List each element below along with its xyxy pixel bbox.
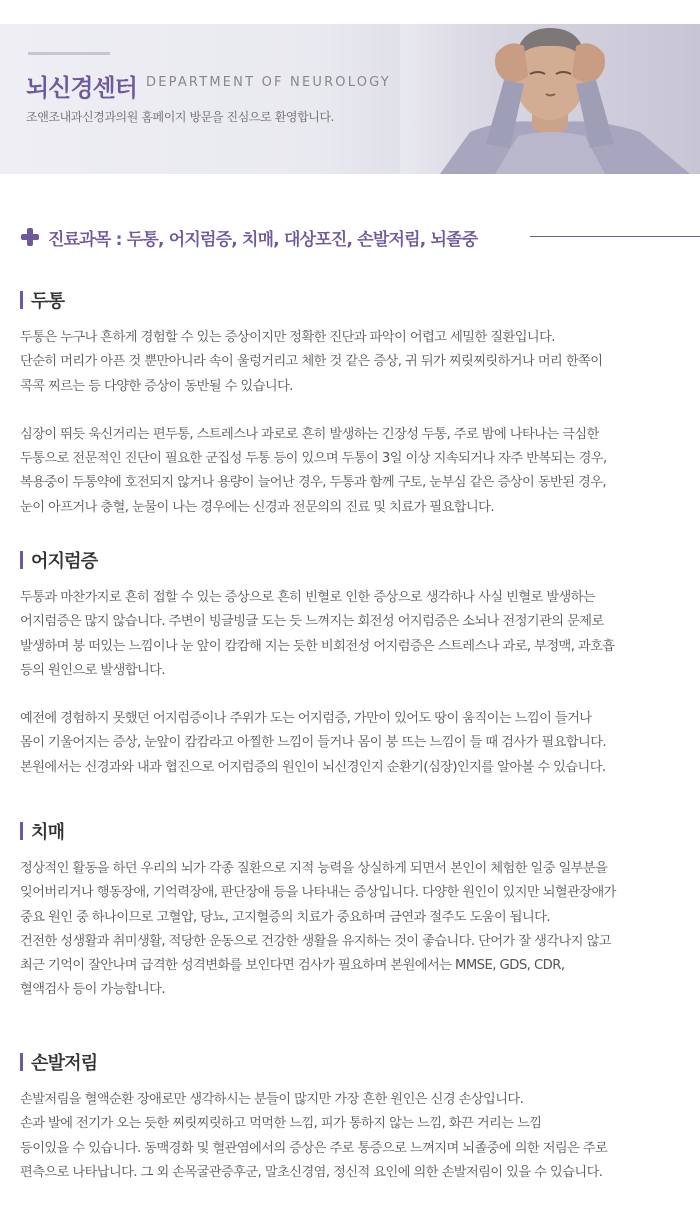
- section-title-bar: [20, 822, 23, 840]
- paragraph-line: 심장이 뛰듯 욱신거리는 편두통, 스트레스나 과로로 흔히 발생하는 긴장성 두통, 주로 밤에 나타나는 극심한: [20, 426, 599, 442]
- paragraph-line: 건전한 성생활과 취미생활, 적당한 운동으로 건강한 생활을 유지하는 것이 좋습니다. 단어가 잘 생각나지 않고: [20, 933, 611, 949]
- paragraph-line: 두통과 마찬가지로 흔히 접할 수 있는 증상으로 흔히 빈혈로 인한 증상으로 생각하나 사실 빈혈로 발생하는: [20, 590, 596, 605]
- paragraph-line: 손발저림을 혈액순환 장애로만 생각하시는 분들이 많지만 가장 흔한 원인은 신경 손상입니다.: [20, 1092, 524, 1107]
- paragraph-line: 몸이 기울어지는 증상, 눈앞이 캄캄라고 아찔한 느낌이 들거나 몸이 붕 뜨는 느낌이 들 때 검사가 필요합니다.: [20, 735, 607, 751]
- paragraph-line: 예전에 경험하지 못했던 어지럼증이나 주위가 도는 어지럼증, 가만이 있어도 땅이 움직이는 느낌이 들거나: [20, 711, 592, 727]
- title-accent-line: [28, 52, 110, 55]
- department-heading: [20, 224, 477, 250]
- section-dizziness: [20, 548, 680, 780]
- section-numbness: [20, 1050, 680, 1185]
- section-title-text: 치매: [31, 822, 65, 843]
- paragraph-line: 두통으로 전문적인 진단이 필요한 군집성 두통 등이 있으며 두통이 3일 이상 지속되거나 자주 반복되는 경우,: [20, 451, 607, 467]
- section-paragraph: [20, 857, 680, 1003]
- paragraph-line: 잊어버리거나 행동장애, 기억력장애, 판단장애 등을 나타내는 증상입니다. 다양한 원인이 있지만 뇌혈관장애가: [20, 885, 616, 901]
- paragraph-line: 혈액검사 등이 가능합니다.: [20, 982, 166, 998]
- section-title-bar: [20, 551, 23, 569]
- paragraph-line: 등이있을 수 있습니다. 동맥경화 및 혈관염에서의 증상은 주로 통증으로 느껴지며 뇌졸중에 의한 저림은 주로: [20, 1140, 608, 1156]
- page-title: 뇌신경센터: [26, 74, 137, 102]
- header-banner: [0, 24, 700, 174]
- page-subtitle-english: DEPARTMENT OF NEUROLOGY: [146, 75, 391, 90]
- section-title-text: 어지럼증: [31, 551, 98, 572]
- heading-divider-line: [530, 236, 700, 237]
- section-paragraph: [20, 326, 680, 399]
- paragraph-line: 정상적인 활동을 하던 우리의 뇌가 각종 질환으로 지적 능력을 상실하게 되면서 본인이 체험한 일중 일부분을: [20, 861, 608, 876]
- section-paragraph: [20, 1088, 680, 1185]
- section-paragraph: [20, 586, 680, 683]
- section-title-text: 두통: [31, 291, 65, 312]
- paragraph-line: 최근 기억이 잘안나며 급격한 성격변화를 보인다면 검사가 필요하며 본원에서는 MMSE, GDS, CDR,: [20, 958, 565, 974]
- paragraph-line: 중요 원인 중 하나이므로 고혈압, 당뇨, 고지혈증의 치료가 중요하며 금연과 절주도 도움이 됩니다.: [20, 909, 551, 925]
- section-title: [20, 819, 680, 843]
- headache-patient-photo: [400, 24, 700, 174]
- section-title-text: 손발저림: [31, 1053, 98, 1074]
- paragraph-line: 발생하며 붕 떠있는 느낌이나 눈 앞이 캄캄해 지는 듯한 비회전성 어지럼증은 스트레스나 과로, 부정맥, 과호흡: [20, 638, 615, 654]
- paragraph-line: 손과 발에 전기가 오는 듯한 찌릿찌릿하고 먹먹한 느낌, 피가 통하지 않는 느낌, 화끈 거리는 느낌: [20, 1116, 542, 1132]
- paragraph-line: 어지럼증은 많지 않습니다. 주변이 빙글빙글 도는 듯 느껴지는 회전성 어지럼증은 소뇌나 전정기관의 문제로: [20, 614, 604, 630]
- paragraph-line: 편측으로 나타납니다. 그 외 손목굴관증후군, 말초신경염, 정신적 요인에 의한 손발저림이 있을 수 있습니다.: [20, 1164, 603, 1180]
- section-paragraph: [20, 423, 680, 520]
- paragraph-line: 눈이 아프거나 충혈, 눈물이 나는 경우에는 신경과 전문의의 진료 및 치료가 필요합니다.: [20, 499, 494, 515]
- section-title: [20, 288, 680, 312]
- section-title-bar: [20, 291, 23, 309]
- paragraph-line: 단순히 머리가 아픈 것 뿐만아니라 속이 울렁거리고 체한 것 같은 증상, 귀 뒤가 찌릿찌릿하거나 머리 한쪽이: [20, 354, 603, 370]
- section-paragraph: [20, 707, 680, 780]
- section-title-bar: [20, 1053, 23, 1071]
- section-title: [20, 548, 680, 572]
- paragraph-line: 본원에서는 신경과와 내과 협진으로 어지럼증의 원인이 뇌신경인지 순환기(심장)인지를 알아볼 수 있습니다.: [20, 759, 606, 775]
- paragraph-line: 콕콕 찌르는 등 다양한 증상이 동반될 수 있습니다.: [20, 378, 293, 394]
- section-title: [20, 1050, 680, 1074]
- paragraph-line: 등의 원인으로 발생합니다.: [20, 662, 166, 678]
- medical-cross-icon: [20, 227, 40, 247]
- section-headache: [20, 288, 680, 520]
- paragraph-line: 복용중이 두통약에 호전되지 않거나 용량이 늘어난 경우, 두통과 함께 구토, 눈부심 같은 증상이 동반된 경우,: [20, 475, 607, 491]
- paragraph-line: 두통은 누구나 흔하게 경험할 수 있는 증상이지만 정확한 진단과 파악이 어렵고 세밀한 질환입니다.: [20, 330, 555, 345]
- department-heading-text: 진료과목 : 두통, 어지럼증, 치매, 대상포진, 손발저림, 뇌졸중: [48, 229, 478, 250]
- section-dementia: [20, 819, 680, 1003]
- welcome-message: 조앤조내과신경과의원 홈페이지 방문을 진심으로 환영합니다.: [26, 110, 335, 124]
